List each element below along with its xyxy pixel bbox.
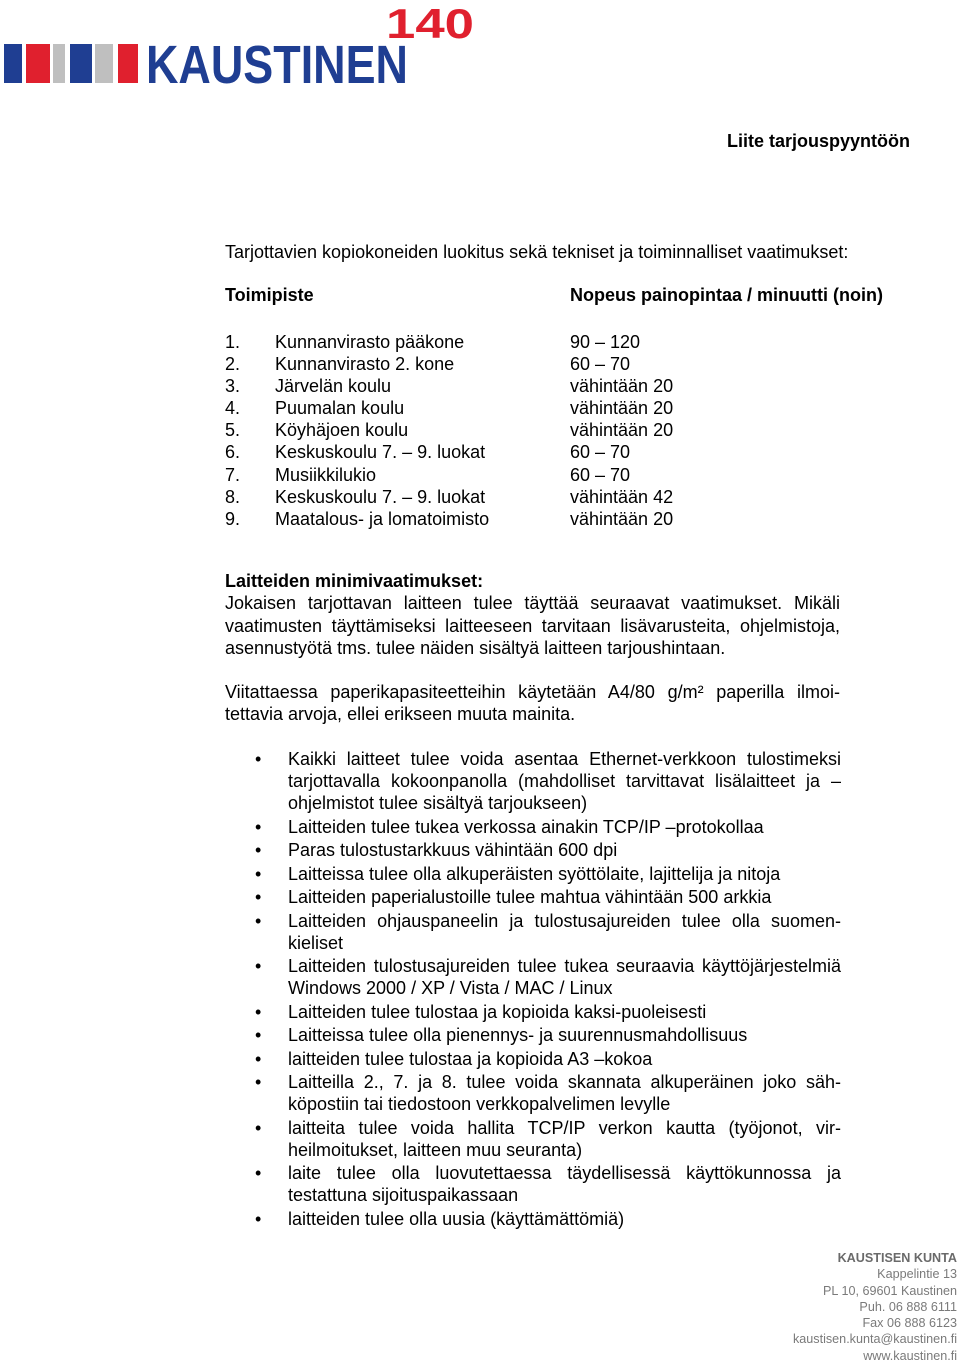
row-speed: 90 – 120 [570, 332, 641, 352]
logo-bar-4 [70, 44, 92, 83]
contact-block [793, 1250, 957, 1364]
paper-capacity-note [225, 681, 840, 726]
table-row [225, 353, 925, 375]
list-item-text: Laitteissa tulee olla alkuperäisten syöttölaite, lajittelija ja nitoja [288, 863, 781, 884]
table-row [225, 331, 925, 353]
logo-bar-6 [118, 44, 138, 83]
list-item [255, 1117, 841, 1161]
table-row [225, 375, 925, 397]
row-number: 2. [225, 354, 241, 375]
list-item [255, 748, 841, 814]
bullet-icon: • [255, 887, 262, 908]
list-item [255, 1162, 841, 1206]
logo-bar-2 [26, 44, 50, 83]
contact-address: Kappelintie 13 [877, 1267, 957, 1282]
table-row [225, 486, 925, 508]
list-item [255, 1208, 841, 1230]
row-number: 9. [225, 508, 241, 529]
list-item-text: Laitteiden tulostusajureiden tulee tukea seuraavia käyttöjärjestelmiä Windows 2000 / XP / Vista / MAC / Linux [288, 956, 841, 999]
row-number: 5. [225, 420, 241, 441]
list-item-text: Laitteiden paperialustoille tulee mahtua vähintään 500 arkkia [288, 887, 772, 908]
row-speed: vähintään 20 [570, 398, 674, 419]
bullet-icon: • [255, 816, 262, 837]
list-item [255, 886, 841, 908]
list-item-text: Laitteiden tulee tulostaa ja kopioida kaksi-puoleisesti [288, 1001, 707, 1022]
list-item-text: Laitteiden ohjauspaneelin ja tulostusajureiden tulee olla suomenkieliset [288, 910, 841, 953]
intro-text: Tarjottavien kopiokoneiden luokitus sekä tekniset ja toiminnalliset vaatimukset: [225, 242, 849, 262]
bullet-icon: • [255, 956, 262, 977]
logo-wordmark: KAUSTINEN [146, 35, 408, 92]
list-item [255, 839, 841, 861]
list-item-text: laitteiden tulee tulostaa ja kopioida A3 –kokoa [288, 1048, 653, 1069]
row-speed: vähintään 42 [570, 486, 674, 507]
table-row [225, 508, 925, 530]
list-item [255, 955, 841, 999]
bullet-icon: • [255, 1117, 262, 1138]
row-site: Kunnanvirasto pääkone [275, 332, 465, 352]
bullet-icon: • [255, 1001, 262, 1022]
row-number: 6. [225, 442, 241, 463]
requirements-heading: Laitteiden minimivaatimukset: [225, 571, 484, 591]
row-speed: 60 – 70 [570, 354, 631, 375]
table-row [225, 397, 925, 419]
contact-email[interactable]: kaustisen.kunta@kaustinen.fi [792, 1332, 957, 1347]
row-site: Keskuskoulu 7. – 9. luokat [275, 442, 486, 463]
requirements-list [255, 748, 841, 1231]
list-item-text: laitteiden tulee olla uusia (käyttämättömiä) [288, 1208, 625, 1229]
bullet-icon: • [255, 910, 262, 931]
row-site: Maatalous- ja lomatoimisto [275, 508, 490, 529]
table-header-site: Toimipiste [225, 285, 314, 305]
list-item [255, 1001, 841, 1023]
table-row [225, 419, 925, 441]
list-item-text: Laitteissa tulee olla pienennys- ja suurennusmahdollisuus [288, 1025, 748, 1046]
row-site: Keskuskoulu 7. – 9. luokat [275, 486, 486, 507]
logo-bar-1 [4, 44, 22, 83]
contact-phone: Puh. 06 888 6111 [859, 1299, 957, 1314]
logo-bar-3 [53, 44, 65, 83]
list-item-text: Laitteilla 2., 7. ja 8. tulee voida skannata alkuperäinen joko sähköpostiin tai tiedostoon verkkopalvelimen levylle [288, 1072, 841, 1115]
requirements-block [225, 570, 840, 659]
contact-postal: PL 10, 69601 Kaustinen [823, 1283, 957, 1298]
bullet-icon: • [255, 1208, 262, 1229]
bullet-icon: • [255, 1163, 262, 1184]
requirements-paragraph-1: Jokaisen tarjottavan laitteen tulee täyttää seuraavat vaatimukset. Mikäli vaatimusten täyttämiseksi laitteeseen tarvitaan lisävarusteita, ohjelmistoja, asennustyötä tms. tulee näiden sisältyä laitteen tarjoushintaan. [225, 593, 840, 658]
list-item [255, 1024, 841, 1046]
list-item [255, 863, 841, 885]
kaustinen-140-logo [0, 0, 480, 92]
row-speed: vähintään 20 [570, 376, 674, 397]
list-item [255, 1048, 841, 1070]
list-item-text: Paras tulostustarkkuus vähintään 600 dpi [288, 840, 618, 861]
bullet-icon: • [255, 1048, 262, 1069]
row-number: 4. [225, 398, 241, 419]
contact-org: KAUSTISEN KUNTA [837, 1251, 957, 1265]
list-item-text: Laitteiden tulee tukea verkossa ainakin TCP/IP –protokollaa [288, 816, 764, 837]
row-site: Musiikkilukio [275, 464, 377, 485]
logo-bar-5 [95, 44, 113, 83]
row-speed: 60 – 70 [570, 464, 631, 485]
table-row [225, 464, 925, 486]
document-title: Liite tarjouspyyntöön [726, 131, 910, 151]
row-site: Järvelän koulu [275, 376, 392, 397]
row-speed: 60 – 70 [570, 442, 631, 463]
row-number: 7. [225, 464, 241, 485]
row-site: Kunnanvirasto 2. kone [275, 354, 455, 375]
list-item-text: laite tulee olla luovutettaessa täydellisessä käyttökunnossa ja testattuna sijoituspaikassaan [288, 1163, 841, 1206]
list-item-text: laitteita tulee voida hallita TCP/IP verkon kautta (työjonot, virheilmoitukset, laitteen muu seuranta) [288, 1117, 841, 1160]
list-item-text: Kaikki laitteet tulee voida asentaa Ethernet-verkkoon tulostimeksi tarjottavalla kokoonpanolla (mahdolliset tarvittavat lisälaitteet ja – ohjelmistot tulee sisältyä tarjoukseen) [288, 749, 841, 814]
bullet-icon: • [255, 840, 262, 861]
row-site: Köyhäjoen koulu [275, 420, 409, 441]
list-item [255, 910, 841, 954]
row-speed: vähintään 20 [570, 508, 674, 529]
list-item [255, 1071, 841, 1115]
contact-fax: Fax 06 888 6123 [862, 1316, 957, 1331]
requirements-paragraph-2: Viitattaessa paperikapasiteetteihin käytetään A4/80 g/m² paperilla ilmoitettavia arvoja, ellei erikseen muuta mainita. [225, 682, 840, 725]
bullet-icon: • [255, 1072, 262, 1093]
bullet-icon: • [255, 749, 262, 769]
contact-website[interactable]: www.kaustinen.fi [863, 1348, 957, 1363]
row-number: 8. [225, 486, 241, 507]
row-number: 1. [225, 332, 241, 352]
bullet-icon: • [255, 1025, 262, 1046]
table-row [225, 441, 925, 463]
bullet-icon: • [255, 863, 262, 884]
logo-anniversary: 140 [386, 0, 474, 47]
table-header-speed: Nopeus painopintaa / minuutti (noin) [570, 285, 883, 305]
list-item [255, 816, 841, 838]
row-speed: vähintään 20 [570, 420, 674, 441]
row-site: Puumalan koulu [275, 398, 405, 419]
row-number: 3. [225, 376, 241, 397]
site-table [225, 331, 925, 530]
